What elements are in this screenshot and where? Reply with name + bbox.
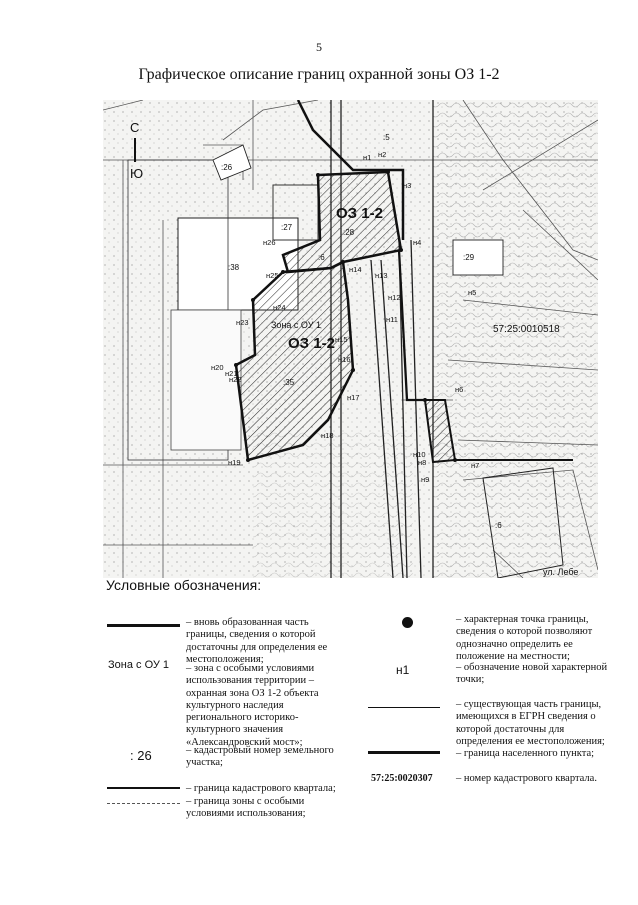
point-label: н13 [375,271,388,280]
point-label: н8 [418,458,427,467]
quarter-number: 57:25:0010518 [493,324,560,335]
legend-text-quarter-boundary: – граница кадастрового квартала; [186,783,336,794]
document-title: Графическое описание границ охранной зоны ОЗ 1-2 [138,66,500,83]
legend-symbol-point-label: н1 [396,663,410,677]
parcel-label: :38 [228,263,240,272]
page-number: 5 [316,40,322,54]
zone-label-lower: ОЗ 1-2 [288,335,335,352]
point-label: н21 [225,369,238,378]
legend-symbol-point [402,617,413,628]
legend-text-settlement-boundary: – граница населенного пункта; [456,748,595,759]
point-label: н26 [263,238,276,247]
legend-text-point: – характерная точка границы, сведения о которой позволяют однозначно определить ее положение на местности; [456,614,593,662]
parcel-label: :6 [495,521,502,530]
south-label: Ю [130,166,144,181]
legend-symbol-settlement-boundary [368,751,440,754]
legend-text-existing-boundary: – существующая часть границы, имеющихся в ЕГРН сведения о которой достаточны для определения ее местоположения; [456,699,605,747]
legend-text-quarter-number: – номер кадастрового квартала. [456,773,597,784]
zone-ou-label: Зона с ОУ 1 [271,320,321,330]
legend-text-zone: – зона с особыми условиями использования территории – охранная зона ОЗ 1-2 объекта культурного наследия регионального историко-культурного значения «Александровский мост»; [186,663,319,748]
point-label: н23 [236,318,249,327]
point-label: н2 [378,150,387,159]
cadastral-map [103,100,598,578]
point-label: н19 [228,458,241,467]
point-label: н7 [471,461,480,470]
parcel-label: :29 [463,253,475,262]
parcel-label: :26 [221,163,233,172]
street-label: ул. Лебе [543,567,579,577]
point-label: н18 [321,431,334,440]
legend-symbol-quarter-number: 57:25:0020307 [371,773,433,784]
point-label: н24 [273,303,286,312]
north-label: С [130,120,140,135]
point-label: н20 [211,363,224,372]
parcel-label: :6 [318,253,325,262]
point-label: н5 [468,288,477,297]
point-label: н10 [413,450,426,459]
point-label: н17 [347,393,360,402]
legend-symbol-quarter-boundary [107,787,180,789]
parcel-label: :28 [343,228,355,237]
point-label: н25 [266,271,279,280]
point-label: н16 [338,355,351,364]
point-label: н14 [349,265,362,274]
parcel-label: :27 [281,223,293,232]
legend-symbol-parcel: : 26 [130,748,152,763]
point-label: н15 [335,335,348,344]
legend-title: Условные обозначения: [106,577,262,593]
parcel-label: :5 [383,133,390,142]
point-label: н1 [363,153,372,162]
legend-symbol-zone: Зона с ОУ 1 [108,659,170,671]
legend-symbol-new-boundary [107,624,180,627]
zone-label-upper: ОЗ 1-2 [336,205,383,222]
point-label: н22 [229,375,242,384]
point-label: н9 [421,475,430,484]
point-label: н11 [386,315,398,324]
legend-symbol-zone-boundary [107,803,180,804]
legend-symbol-existing-boundary [368,707,440,708]
legend-text-point-label: – обозначение новой характерной точки; [456,662,608,686]
point-label: н12 [388,293,401,302]
point-label: н4 [413,238,422,247]
parcel-label: :35 [283,378,295,387]
legend-text-new-boundary: – вновь образованная часть границы, сведения о которой достаточны для определения ее местоположения; [186,617,328,665]
legend-text-parcel: – кадастровый номер земельного участка; [186,745,334,769]
point-label: н6 [455,385,464,394]
point-label: н3 [403,181,412,190]
legend-text-zone-boundary: – граница зоны с особыми условиями использования; [186,796,306,820]
